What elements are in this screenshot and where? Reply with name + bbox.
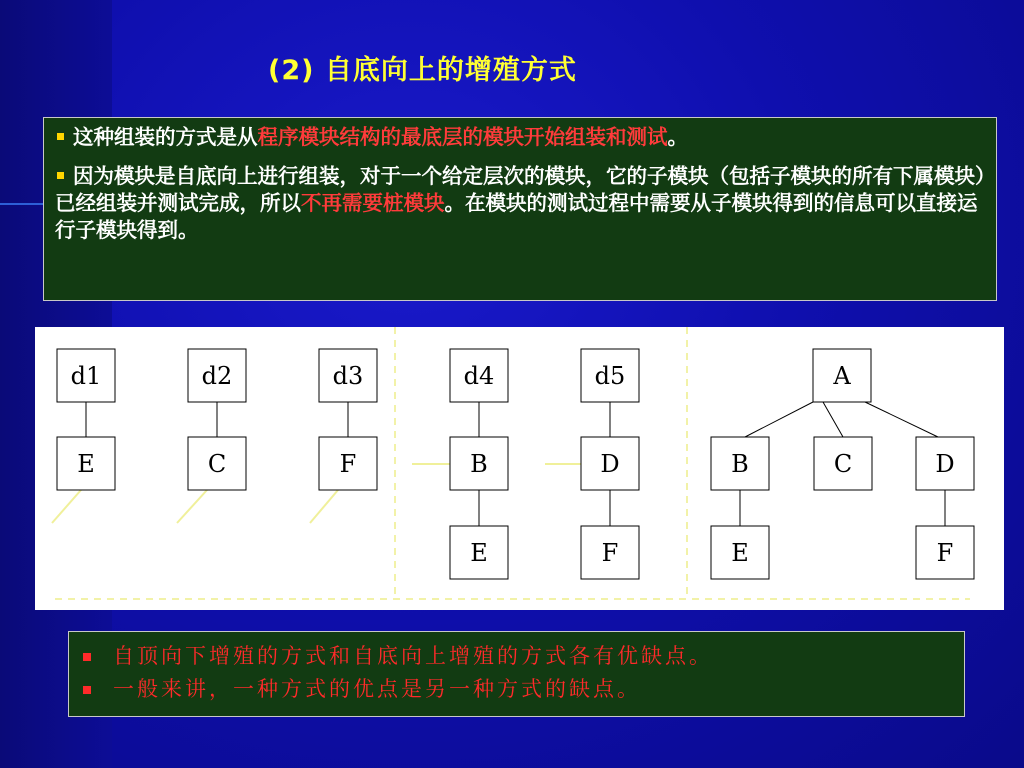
label-d: D xyxy=(600,450,620,478)
label-f: F xyxy=(601,539,619,567)
pointer-mark xyxy=(177,490,207,523)
label-e: E xyxy=(470,539,488,567)
pointer-mark xyxy=(310,490,338,523)
label-d2: d2 xyxy=(201,362,233,390)
highlight-text: 不再需要桩模块 xyxy=(301,191,445,215)
label-b: B xyxy=(470,450,488,478)
bullet-icon xyxy=(83,653,91,661)
label-c: C xyxy=(833,450,853,478)
slide-title: (2) 自底向上的增殖方式 xyxy=(268,55,577,86)
label-e: E xyxy=(77,450,95,478)
bullet-icon xyxy=(57,133,64,140)
label-c: C xyxy=(207,450,227,478)
edge xyxy=(823,402,843,437)
description-item-1: 这种组装的方式是从程序模块结构的最底层的模块开始组装和测试。 xyxy=(55,124,986,151)
summary-item-2: 一般来讲，一种方式的优点是另一种方式的缺点。 xyxy=(83,673,964,706)
label-e: E xyxy=(731,539,749,567)
diagram-svg xyxy=(35,327,1004,610)
summary-item-1: 自顶向下增殖的方式和自底向上增殖的方式各有优缺点。 xyxy=(83,640,964,673)
edge xyxy=(865,402,938,437)
description-box xyxy=(43,117,997,301)
module-diagram xyxy=(35,327,1004,610)
label-d5: d5 xyxy=(594,362,626,390)
label-f: F xyxy=(339,450,357,478)
summary-box xyxy=(68,631,965,717)
pointer-mark xyxy=(52,490,81,523)
label-f: F xyxy=(936,539,954,567)
label-b: B xyxy=(731,450,749,478)
label-d3: d3 xyxy=(332,362,364,390)
bullet-icon xyxy=(83,686,91,694)
label-d: D xyxy=(935,450,955,478)
label-d4: d4 xyxy=(463,362,495,390)
edge xyxy=(745,402,813,437)
bullet-icon xyxy=(57,172,64,179)
label-d1: d1 xyxy=(70,362,102,390)
highlight-text: 程序模块结构的最底层的模块开始组装和测试 xyxy=(257,125,668,149)
label-a: A xyxy=(833,362,851,390)
description-item-2: 因为模块是自底向上进行组装，对于一个给定层次的模块，它的子模块（包括子模块的所有下属模块）已经组装并测试完成，所以不再需要桩模块。在模块的测试过程中需要从子模块得到的信息可以直接运行子模块得到。 xyxy=(55,164,986,242)
